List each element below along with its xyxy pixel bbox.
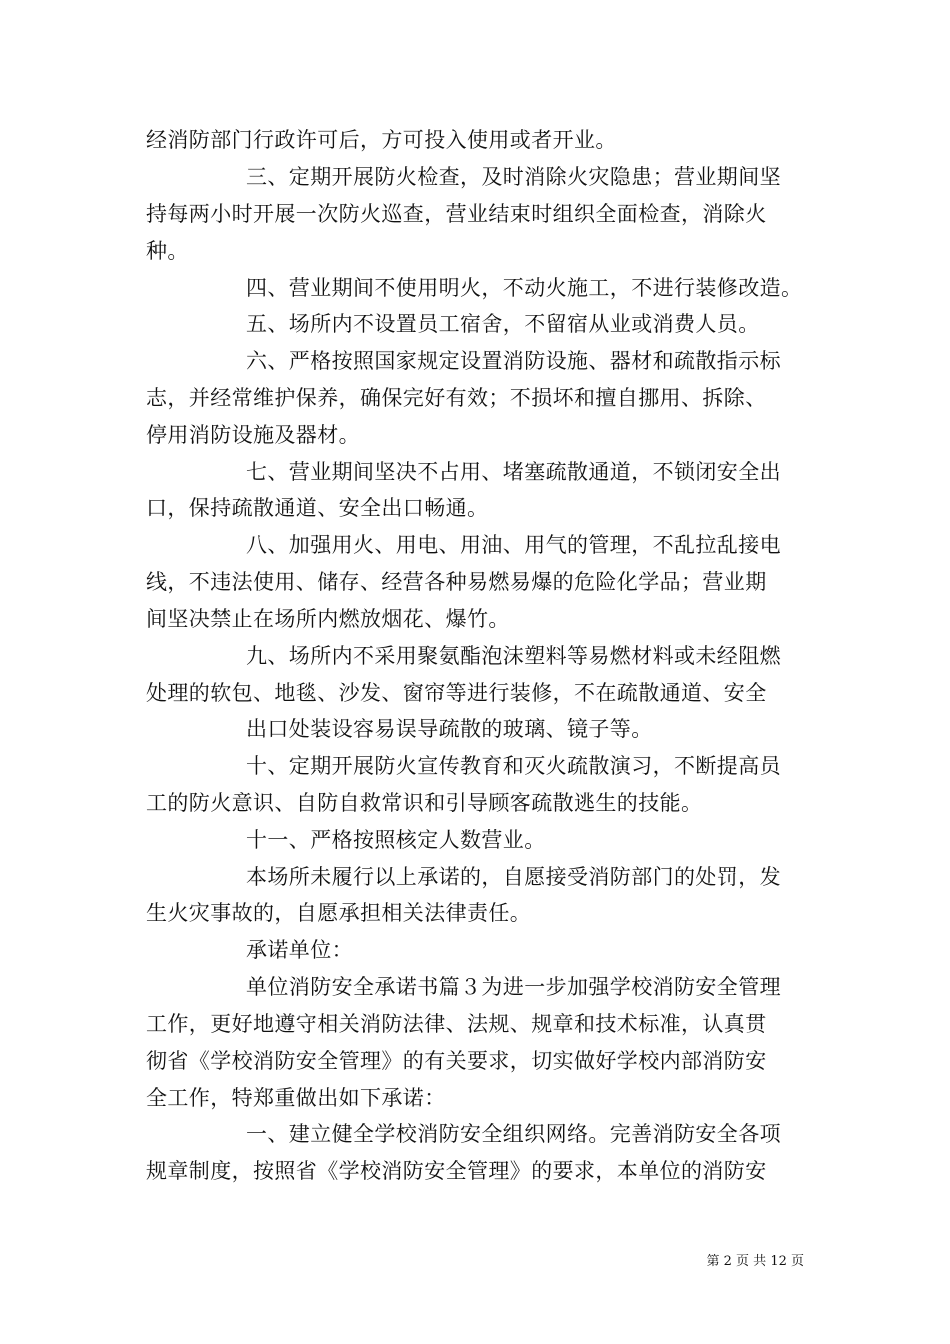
text-line: 十、定期开展防火宣传教育和灭火疏散演习，不断提高员 bbox=[246, 754, 781, 778]
text-line: 九、场所内不采用聚氨酯泡沫塑料等易燃材料或未经阻燃 bbox=[246, 644, 781, 668]
text-line: 工作，更好地遵守相关消防法律、法规、规章和技术标准，认真贯 bbox=[146, 1012, 767, 1036]
text-line: 一、建立健全学校消防安全组织网络。完善消防安全各项 bbox=[246, 1122, 781, 1146]
text-line: 志，并经常维护保养，确保完好有效；不损坏和擅自挪用、拆除、 bbox=[146, 386, 767, 410]
text-line: 处理的软包、地毯、沙发、窗帘等进行装修，不在疏散通道、安全 bbox=[146, 681, 767, 705]
text-line: 十一、严格按照核定人数营业。 bbox=[246, 828, 546, 852]
text-line: 生火灾事故的，自愿承担相关法律责任。 bbox=[146, 901, 532, 925]
text-line: 四、营业期间不使用明火，不动火施工，不进行装修改造。 bbox=[246, 276, 803, 300]
text-line: 全工作，特郑重做出如下承诺： bbox=[146, 1086, 446, 1110]
text-line: 五、场所内不设置员工宿舍，不留宿从业或消费人员。 bbox=[246, 312, 760, 336]
text-line: 线，不违法使用、储存、经营各种易燃易爆的危险化学品；营业期 bbox=[146, 570, 767, 594]
text-line: 本场所未履行以上承诺的，自愿接受消防部门的处罚，发 bbox=[246, 865, 781, 889]
text-line: 彻省《学校消防安全管理》的有关要求，切实做好学校内部消防安 bbox=[146, 1049, 767, 1073]
text-line: 出口处装设容易误导疏散的玻璃、镜子等。 bbox=[246, 717, 653, 741]
text-line: 经消防部门行政许可后，方可投入使用或者开业。 bbox=[146, 128, 617, 152]
text-line: 种。 bbox=[146, 239, 189, 263]
text-line: 三、定期开展防火检查，及时消除火灾隐患；营业期间坚 bbox=[246, 165, 781, 189]
text-line: 单位消防安全承诺书篇３为进一步加强学校消防安全管理 bbox=[246, 975, 781, 999]
text-line: 承诺单位： bbox=[246, 938, 353, 962]
text-line: 持每两小时开展一次防火巡查，营业结束时组织全面检查，消除火 bbox=[146, 202, 767, 226]
text-line: 八、加强用火、用电、用油、用气的管理，不乱拉乱接电 bbox=[246, 533, 781, 557]
text-line: 停用消防设施及器材。 bbox=[146, 423, 360, 447]
text-line: 六、严格按照国家规定设置消防设施、器材和疏散指示标 bbox=[246, 349, 781, 373]
text-line: 间坚决禁止在场所内燃放烟花、爆竹。 bbox=[146, 607, 510, 631]
text-line: 规章制度，按照省《学校消防安全管理》的要求，本单位的消防安 bbox=[146, 1159, 767, 1183]
text-line: 工的防火意识、自防自救常识和引导顾客疏散逃生的技能。 bbox=[146, 791, 703, 815]
page-number: 第 2 页 共 12 页 bbox=[706, 1254, 804, 1269]
text-line: 七、营业期间坚决不占用、堵塞疏散通道，不锁闭安全出 bbox=[246, 460, 781, 484]
text-line: 口，保持疏散通道、安全出口畅通。 bbox=[146, 496, 489, 520]
